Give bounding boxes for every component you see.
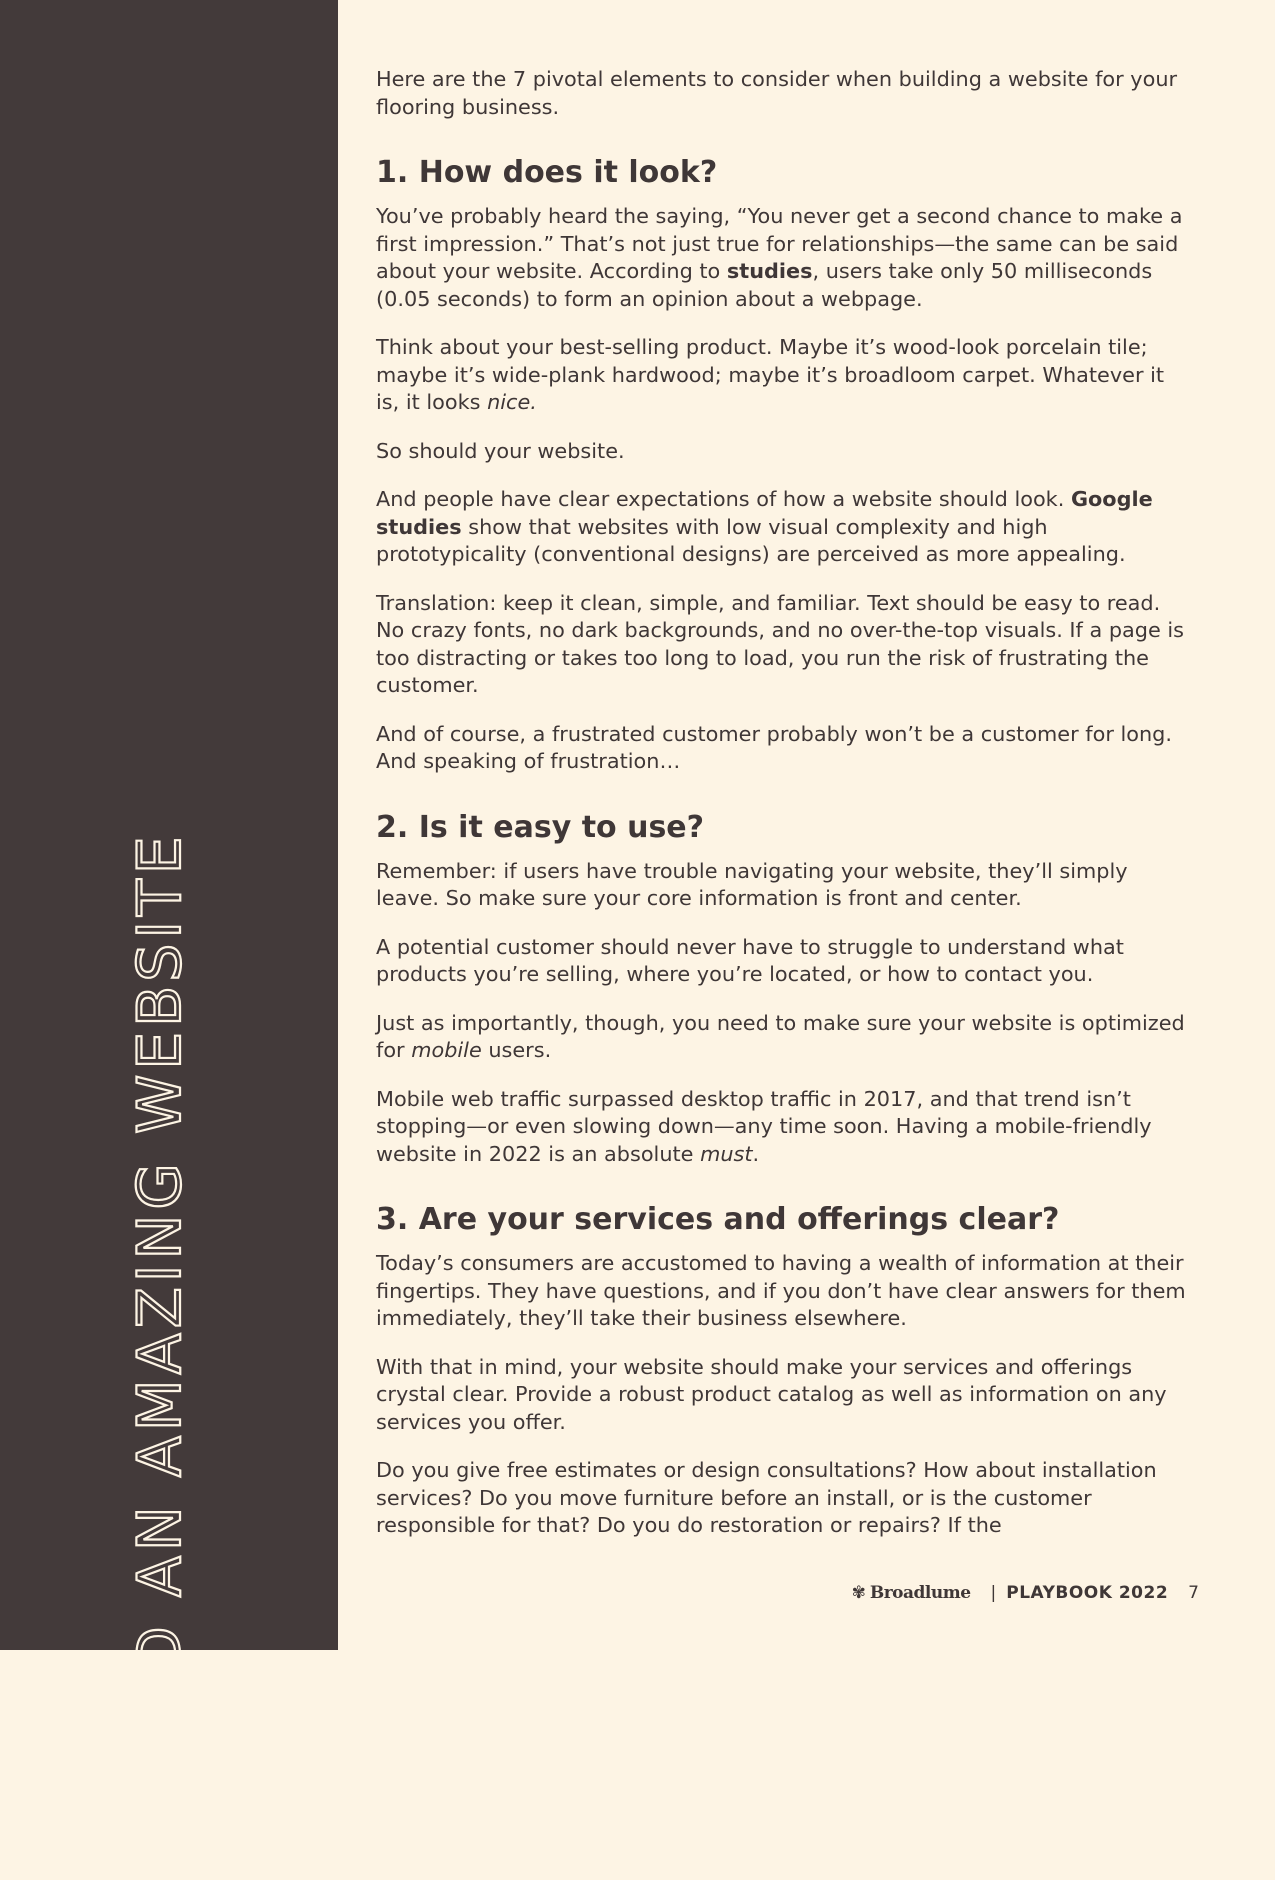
paragraph: So should your website. (376, 438, 625, 463)
paragraph: Translation: keep it clean, simple, and familiar. Text should be easy to read. No crazy fonts, no dark backgrounds, and no over-the-top visuals. If a page is too distracting or takes too long to load, you run the risk of frustrating the customer. (376, 590, 1185, 697)
main-content (376, 66, 1192, 1574)
paragraph (376, 1086, 1192, 1169)
paragraph: And of course, a frustrated customer probably won’t be a customer for long. And speaking of frustration… (376, 721, 1172, 773)
sidebar (0, 0, 338, 1829)
paragraph: A potential customer should never have to struggle to understand what products you’re selling, where you’re located, or how to contact you. (376, 934, 1124, 986)
paragraph: Remember: if users have trouble navigating your website, they’ll simply leave. So make sure your core information is front and center. (376, 858, 1128, 910)
paragraph (376, 486, 1192, 569)
text-run: You’ve probably heard the saying, “You never get a second chance to make a first impression.” That’s not just true for relationships—the same can be said about your website. According to (376, 204, 1183, 283)
text-run: Just as importantly, though, you need to make sure your website is optimized for (376, 1010, 1185, 1062)
intro-paragraph: Here are the 7 pivotal elements to consider when building a website for your flooring business. (376, 67, 1178, 119)
section-heading: 2. Is it easy to use? (376, 809, 705, 845)
google-studies-link[interactable]: Google studies (376, 487, 1153, 539)
footer-separator: | (990, 1583, 997, 1603)
section-ease-of-use (376, 810, 1192, 1169)
section-look (376, 155, 1192, 776)
text-run: Think about your best-selling product. Maybe it’s wood-look porcelain tile; maybe it’s wide-plank hardwood; maybe it’s broadloom carpet. Whatever it is, it looks (376, 335, 1165, 414)
text-run: , users take only 50 milliseconds (0.05 seconds) to form an opinion about a webpage. (376, 259, 1153, 311)
text-run: And people have clear expectations of how a website should look. (376, 487, 1071, 511)
text-run: . (752, 1141, 760, 1166)
broadlume-logo-icon: ✾ (851, 1583, 866, 1603)
paragraph (376, 334, 1192, 417)
emphasis: mobile (411, 1038, 482, 1062)
paragraph: Do you give free estimates or design consultations? How about installation services? Do you move furniture before an install, or is the customer responsible for that? Do you do restoration or repairs? If the (376, 1458, 1157, 1537)
publication-title: PLAYBOOK 2022 (1006, 1583, 1169, 1603)
emphasis: must (700, 1141, 753, 1166)
section-heading: 1. How does it look? (376, 155, 718, 190)
text-run: users. (481, 1038, 552, 1062)
text-run: show that websites with low visual complexity and high prototypicality (conventional designs) are perceived as more appealing. (376, 514, 1126, 566)
paragraph (376, 203, 1192, 313)
paragraph (376, 1010, 1192, 1065)
studies-link[interactable]: studies (726, 259, 813, 283)
page-footer (852, 1583, 1199, 1603)
paragraph: Today’s consumers are accustomed to having a wealth of information at their fingertips. They have questions, and if you don’t have clear answers for them immediately, they’ll take their business elsewhere. (376, 1251, 1186, 1330)
paragraph: With that in mind, your website should make your services and offerings crystal clear. Provide a robust product catalog as well as information on any services you offer. (376, 1354, 1167, 1434)
brand-name: Broadlume (869, 1583, 971, 1603)
section-heading: 3. Are your services and offerings clear? (376, 1202, 1060, 1237)
text-run: Mobile web traffic surpassed desktop traffic in 2017, and that trend isn’t stopping—or even slowing down—any time soon. Having a mobile-friendly website in 2022 is an absolute (376, 1086, 1152, 1166)
page-number: 7 (1188, 1583, 1199, 1603)
vertical-title: BUILD AN AMAZING WEBSITE (125, 831, 195, 1829)
section-services (376, 1202, 1192, 1540)
emphasis: nice. (487, 390, 537, 414)
